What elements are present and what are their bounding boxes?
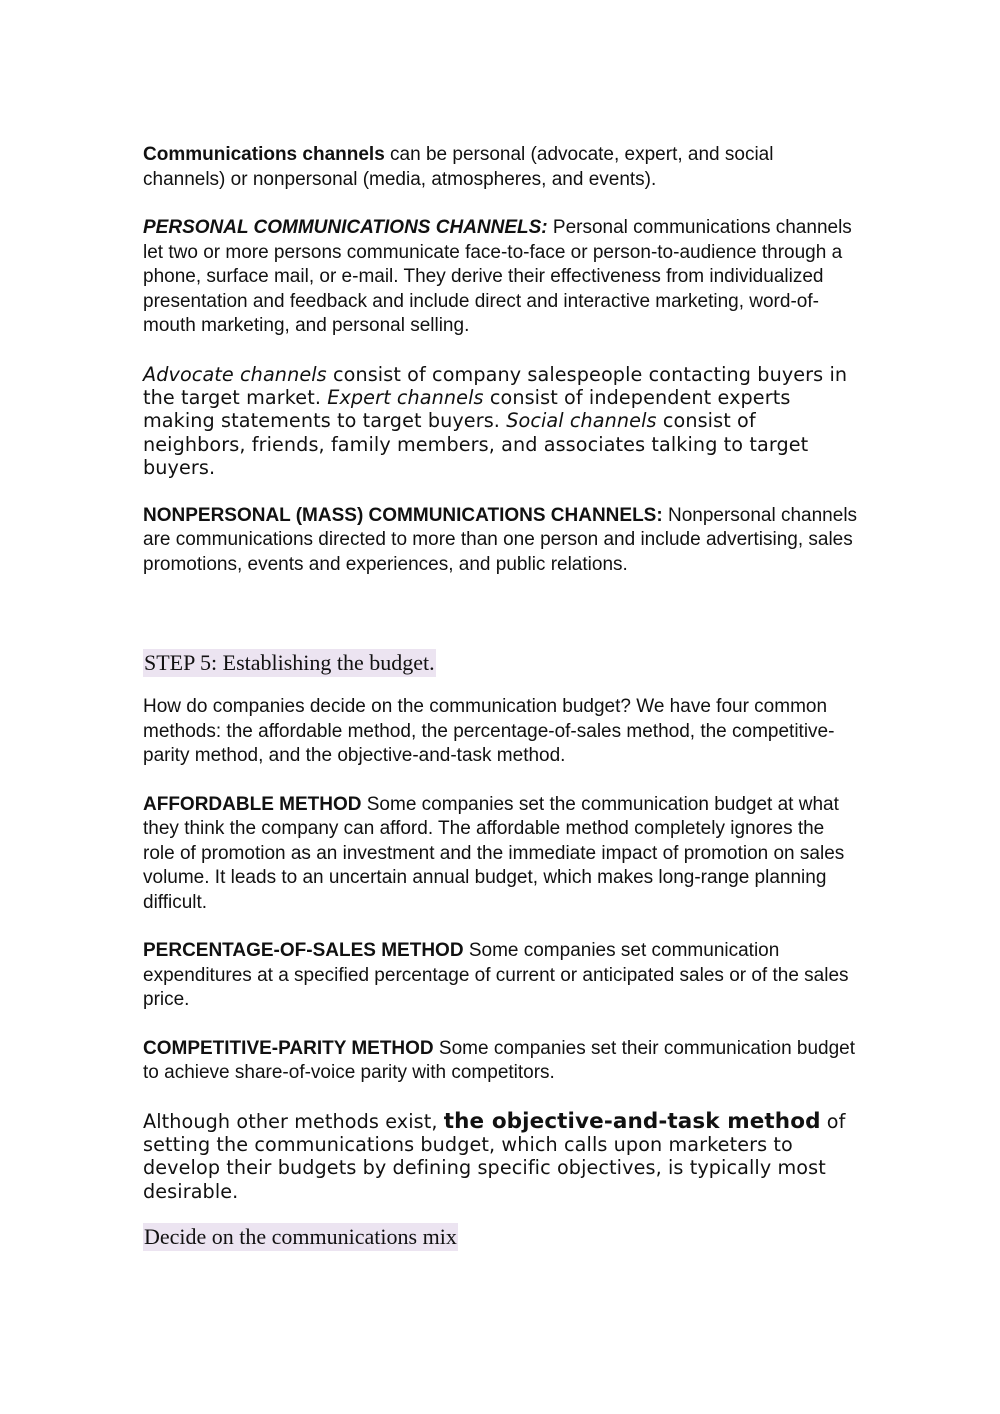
step5-heading-row	[143, 649, 858, 677]
percentage-lead: PERCENTAGE-OF-SALES METHOD	[143, 940, 464, 962]
percentage-text: Some companies set communication expenditures at a specified percentage of current or anticipated sales or of the sales price.	[143, 940, 849, 1011]
nonpersonal-lead: NONPERSONAL (MASS) COMMUNICATIONS CHANNELS:	[143, 504, 663, 526]
channels-paragraph	[143, 143, 858, 192]
budget-intro-paragraph: How do companies decide on the communication budget? We have four common methods: the affordable method, the percentage-of-sales method, the competitive-parity method, and the objective-and-task method.	[143, 696, 835, 767]
channels-text: can be personal (advocate, expert, and social channels) or nonpersonal (media, atmospheres, and events).	[143, 144, 774, 190]
mix-heading-row	[143, 1223, 858, 1251]
nonpersonal-channels-paragraph	[143, 504, 858, 578]
objective-method-paragraph	[143, 1110, 858, 1204]
personal-lead: PERSONAL COMMUNICATIONS CHANNELS:	[143, 217, 548, 238]
expert-text: consist of independent experts making statements to target buyers.	[143, 385, 791, 433]
mix-heading: Decide on the communications mix	[144, 1224, 457, 1250]
competitive-text: Some companies set their communication budget to achieve share-of-voice parity with competitors.	[143, 1037, 856, 1084]
expert-term: Expert channels	[327, 385, 484, 409]
advocate-term: Advocate channels	[143, 362, 327, 386]
social-text: consist of neighbors, friends, family members, and associates talking to target buyers.	[143, 409, 809, 480]
nonpersonal-text: Nonpersonal channels are communications directed to more than one person and include advertising, sales promotions, events and experiences, and public relations.	[143, 504, 858, 575]
advocate-paragraph	[143, 363, 858, 480]
social-term: Social channels	[506, 409, 657, 433]
objective-term: the objective-and-task method	[443, 1108, 821, 1134]
affordable-lead: AFFORDABLE METHOD	[143, 793, 362, 815]
competitive-method-paragraph	[143, 1037, 858, 1086]
objective-text: of setting the communications budget, which calls upon marketers to develop their budgets by defining specific objectives, is typically most desirable.	[143, 1109, 846, 1203]
personal-text: Personal communications channels let two or more persons communicate face-to-face or person-to-audience through a phone, surface mail, or e-mail. They derive their effectiveness from individualized presentation and feedback and include direct and interactive marketing, word-of-mouth marketing, and personal selling.	[143, 217, 852, 336]
personal-channels-paragraph	[143, 216, 858, 339]
affordable-text: Some companies set the communication budget at what they think the company can afford. The affordable method completely ignores the role of promotion as an investment and the immediate impact of promotion on sales volume. It leads to an uncertain annual budget, which makes long-range planning difficult.	[143, 793, 845, 913]
affordable-method-paragraph	[143, 793, 858, 916]
percentage-method-paragraph	[143, 939, 858, 1013]
objective-intro: Although other methods exist,	[143, 1109, 444, 1133]
step5-heading: STEP 5: Establishing the budget.	[144, 650, 435, 676]
document-page	[143, 143, 858, 1251]
channels-lead: Communications channels	[143, 144, 385, 165]
advocate-text: consist of company salespeople contacting buyers in the target market.	[143, 362, 848, 409]
competitive-lead: COMPETITIVE-PARITY METHOD	[143, 1037, 434, 1059]
